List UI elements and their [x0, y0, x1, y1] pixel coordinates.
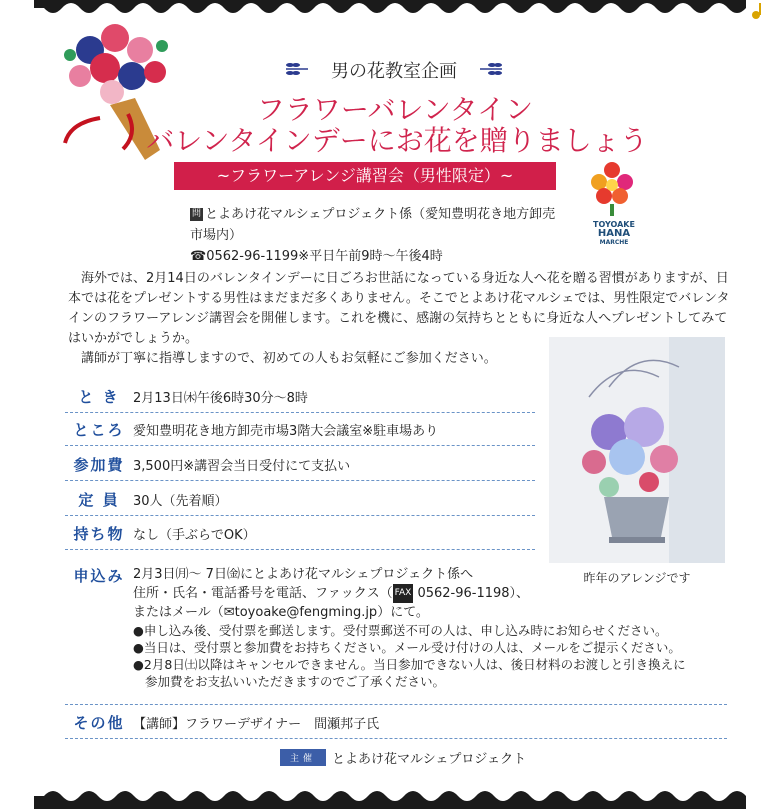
subtitle-banner: ~フラワーアレンジ講習会（男性限定）~ — [174, 162, 556, 190]
title-line1: フラワーバレンタイン — [256, 93, 534, 126]
photo-caption: 昨年のアレンジです — [583, 571, 691, 585]
apply-line-2 — [133, 584, 729, 603]
capacity-label: 定 員 — [78, 491, 120, 509]
logo-line3: MARCHE — [599, 239, 629, 246]
flower-arrangement-photo — [549, 337, 725, 563]
apply-line-2a: 住所・氏名・電話番号を電話、ファックス（ — [133, 586, 393, 601]
fax-tag: FAX — [393, 584, 414, 603]
capacity-value: 30人（先着順） — [133, 494, 228, 509]
inquiry-line — [190, 204, 565, 246]
note-3: ●2月8日㈯以降はキャンセルできません。当日参加できない人は、後日材料のお渡しと引き換えに — [133, 657, 686, 672]
bottom-wave-border — [34, 776, 746, 809]
contact-info — [190, 204, 565, 267]
logo-line2: HANA — [597, 228, 631, 239]
detail-row-where — [65, 414, 535, 446]
apply-line-3: またはメール（✉toyoake@fengming.jp）にて。 — [133, 605, 429, 620]
phone-icon: ☎ — [190, 249, 207, 264]
detail-row-other — [65, 707, 727, 739]
fee-label: 参加費 — [73, 456, 125, 474]
logo-text — [585, 220, 643, 247]
when-label: と き — [78, 388, 120, 406]
inquiry-text: とよあけ花マルシェプロジェクト係（愛知豊明花き地方卸売市場内） — [190, 207, 556, 243]
detail-row-capacity — [65, 484, 535, 516]
logo-line1: TOYOAKE — [593, 220, 635, 229]
right-laurel-icon — [478, 60, 506, 78]
phone-text: 0562-96-1199※平日午前9時～午後4時 — [206, 249, 443, 264]
bring-value: なし（手ぶらでOK） — [133, 528, 256, 543]
detail-row-bring — [65, 518, 535, 550]
inquiry-tag: 問 — [191, 209, 201, 219]
where-label: ところ — [73, 421, 125, 439]
apply-line-2b: 0562-96-1198）、 — [413, 586, 530, 601]
where-value: 愛知豊明花き地方卸売市場3階大会議室※駐車場あり — [133, 424, 439, 439]
intro-paragraph-1: 海外では、2月14日のバレンタインデーに日ごろお世話になっている身近な人へ花を贈る習慣がありますが、日本では花をプレゼントする男性はまだまだ多くありません。そこでとよあけ花マルシェでは、男性限定でバレンタインのフラワーアレンジ講習会を開催します。これを機に、感謝の気持ちとともに身近な人へプレゼントしてみてはいかがでしょうか。 — [68, 271, 730, 346]
fee-value: 3,500円※講習会当日受付にて支払い — [133, 459, 351, 474]
bring-label: 持ち物 — [73, 525, 125, 543]
intro-paragraph-2: 講師が丁寧に指導しますので、初めての人もお気軽にご参加ください。 — [81, 351, 497, 366]
host-name: とよあけ花マルシェプロジェクト — [332, 752, 527, 767]
apply-line-1: 2月3日㈪～ 7日㈮にとよあけ花マルシェプロジェクト係へ — [133, 567, 474, 582]
other-label: その他 — [73, 714, 125, 732]
apply-body — [133, 565, 729, 690]
detail-row-fee — [65, 449, 535, 481]
when-value: 2月13日㈭午後6時30分～8時 — [133, 391, 308, 406]
apply-label: 申込み — [73, 567, 125, 585]
other-value: 【講師】フラワーデザイナー 間瀬邦子氏 — [133, 717, 380, 732]
note-2: ●当日は、受付票と参加費をお持ちください。メール受け付けの人は、メールをご提示ください。 — [133, 640, 681, 655]
title-line2: バレンタインデーにお花を贈りましょう — [146, 124, 648, 157]
host-line — [280, 748, 580, 767]
phone-line — [190, 246, 565, 267]
music-note-icon — [748, 2, 770, 20]
detail-row-when — [65, 381, 535, 413]
note-3b: 参加費をお支払いいただきますのでご了承ください。 — [145, 674, 446, 689]
host-tag: 主催 — [280, 749, 326, 766]
note-1: ●申し込み後、受付票を郵送します。受付票郵送不可の人は、申し込み時にお知らせください。 — [133, 623, 668, 638]
detail-row-apply — [65, 565, 727, 705]
event-kicker: 男の花教室企画 — [331, 61, 457, 82]
